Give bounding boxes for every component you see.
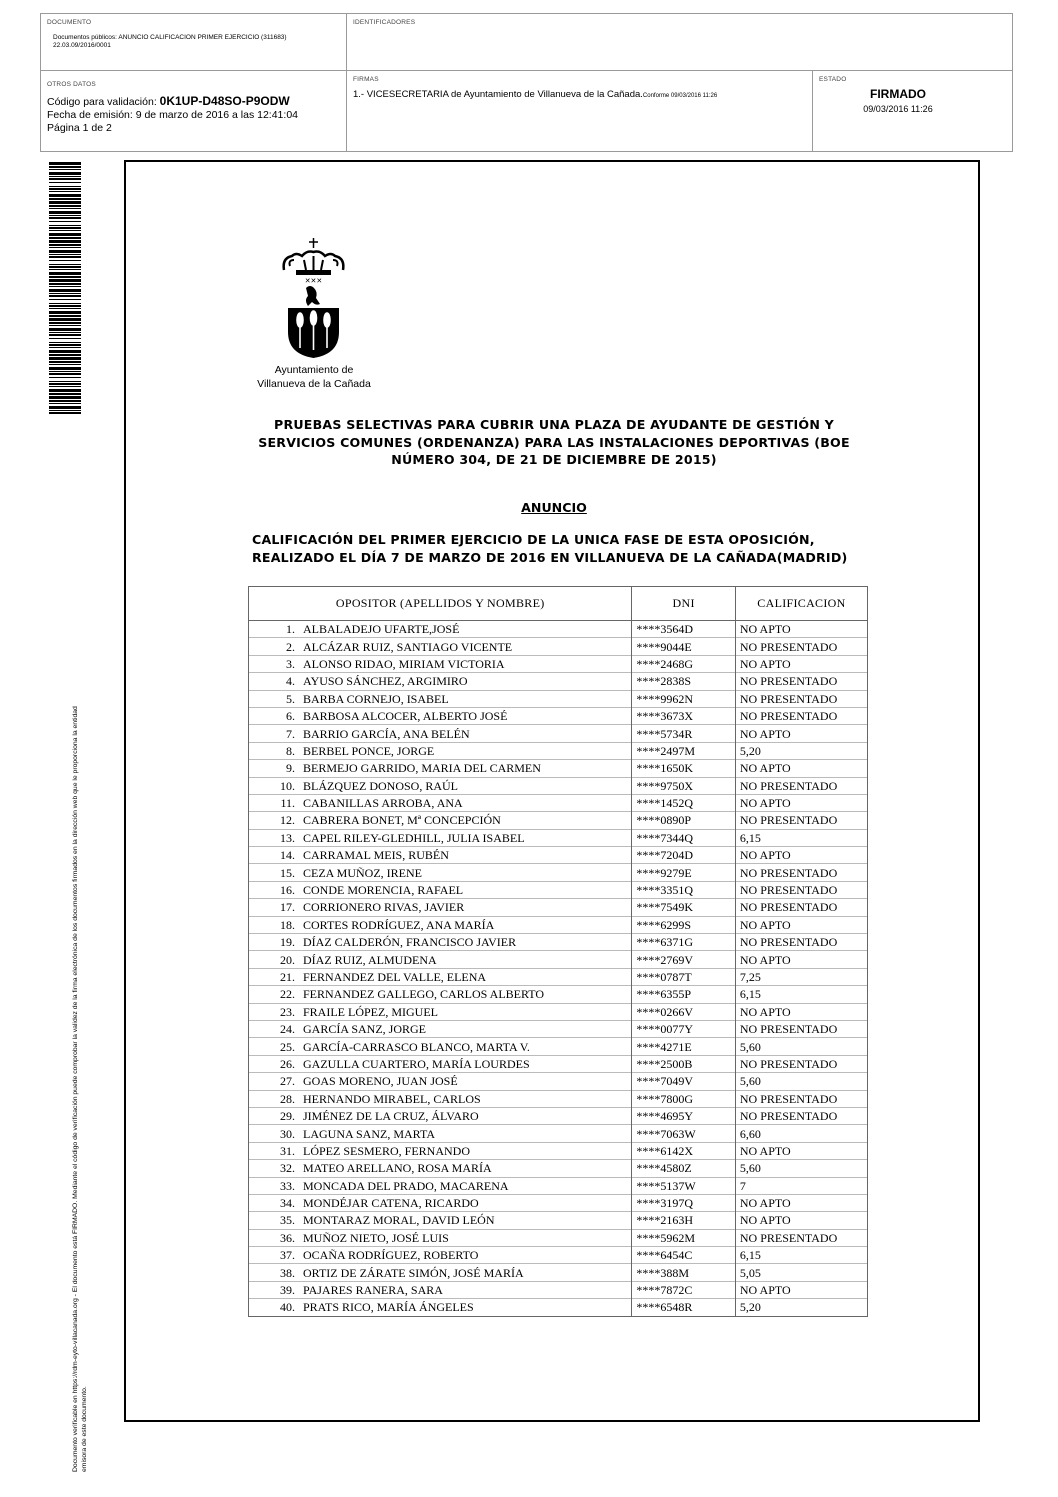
dni-cell: ****0890P xyxy=(632,812,735,829)
opositor-name: FRAILE LÓPEZ, MIGUEL xyxy=(303,1004,438,1019)
results-table xyxy=(248,586,868,1317)
row-number: 8. xyxy=(286,743,295,758)
row-number: 15. xyxy=(280,865,295,880)
opositor-cell xyxy=(249,777,632,794)
table-row xyxy=(249,968,868,985)
row-number: 38. xyxy=(280,1265,295,1280)
calificacion-cell: NO APTO xyxy=(735,794,867,811)
pagina: Página 1 de 2 xyxy=(47,122,112,134)
dni-cell: ****7204D xyxy=(632,847,735,864)
row-number: 25. xyxy=(280,1039,295,1054)
opositor-name: ORTIZ DE ZÁRATE SIMÓN, JOSÉ MARÍA xyxy=(303,1265,524,1280)
municipality-line1: Ayuntamiento de xyxy=(274,364,354,376)
opositor-name: ALBALADEJO UFARTE,JOSÉ xyxy=(303,622,460,637)
dni-cell: ****7549K xyxy=(632,899,735,916)
row-number: 36. xyxy=(280,1230,295,1245)
opositor-name: CORTES RODRÍGUEZ, ANA MARÍA xyxy=(303,917,495,932)
calificacion-cell: NO PRESENTADO xyxy=(735,638,867,655)
opositor-cell xyxy=(249,1194,632,1211)
calificacion-cell: 5,60 xyxy=(735,1160,867,1177)
table-body xyxy=(249,621,868,1317)
opositor-name: AYUSO SÁNCHEZ, ARGIMIRO xyxy=(303,674,468,689)
barcode-image xyxy=(49,162,81,415)
firmas-cell xyxy=(347,71,813,151)
calificacion-cell: NO APTO xyxy=(735,1142,867,1159)
dni-cell: ****3197Q xyxy=(632,1194,735,1211)
table-row xyxy=(249,621,868,638)
row-number: 18. xyxy=(280,917,295,932)
dni-cell: ****1650K xyxy=(632,760,735,777)
table-row xyxy=(249,794,868,811)
opositor-name: CORRIONERO RIVAS, JAVIER xyxy=(303,900,465,915)
calificacion-cell: NO PRESENTADO xyxy=(735,1090,867,1107)
row-number: 26. xyxy=(280,1056,295,1071)
row-number: 20. xyxy=(280,952,295,967)
dni-cell: ****6454C xyxy=(632,1247,735,1264)
table-row xyxy=(249,1003,868,1020)
opositor-cell xyxy=(249,760,632,777)
side-verification-text xyxy=(72,432,89,1472)
calificacion-cell: NO PRESENTADO xyxy=(735,812,867,829)
opositor-name: HERNANDO MIRABEL, CARLOS xyxy=(303,1091,481,1106)
opositor-cell xyxy=(249,951,632,968)
opositor-name: MONDÉJAR CATENA, RICARDO xyxy=(303,1196,479,1211)
anuncio-heading: ANUNCIO xyxy=(521,500,587,515)
table-row xyxy=(249,986,868,1003)
header-dni: DNI xyxy=(632,587,735,621)
row-number: 2. xyxy=(286,639,295,654)
opositor-name: GOAS MORENO, JUAN JOSÉ xyxy=(303,1074,458,1089)
opositor-name: BERBEL PONCE, JORGE xyxy=(303,743,435,758)
opositor-cell xyxy=(249,986,632,1003)
table-row xyxy=(249,899,868,916)
table-row xyxy=(249,1264,868,1281)
opositor-name: BLÁZQUEZ DONOSO, RAÚL xyxy=(303,778,458,793)
opositor-name: DÍAZ CALDERÓN, FRANCISCO JAVIER xyxy=(303,935,517,950)
calificacion-cell: NO APTO xyxy=(735,1194,867,1211)
table-row xyxy=(249,673,868,690)
svg-text:✕✕✕: ✕✕✕ xyxy=(304,277,323,285)
opositor-cell xyxy=(249,934,632,951)
table-row xyxy=(249,638,868,655)
row-number: 37. xyxy=(280,1248,295,1263)
firma-small: Conforme 09/03/2016 11:26 xyxy=(642,93,718,99)
table-header-row xyxy=(249,587,868,621)
calificacion-cell: NO APTO xyxy=(735,621,867,638)
opositor-cell xyxy=(249,1003,632,1020)
dni-cell: ****4271E xyxy=(632,1038,735,1055)
table-row xyxy=(249,934,868,951)
side-text-line2: emisora de este documento. xyxy=(80,1386,88,1472)
dni-cell: ****7872C xyxy=(632,1281,735,1298)
dni-cell: ****6371G xyxy=(632,934,735,951)
row-number: 22. xyxy=(280,987,295,1002)
identificadores-cell xyxy=(347,14,1012,71)
calificacion-cell: 5,20 xyxy=(735,742,867,759)
table-row xyxy=(249,1073,868,1090)
opositor-cell xyxy=(249,1038,632,1055)
opositor-cell xyxy=(249,1073,632,1090)
row-number: 10. xyxy=(280,778,295,793)
calificacion-cell: NO APTO xyxy=(735,725,867,742)
opositor-name: MONCADA DEL PRADO, MACARENA xyxy=(303,1178,509,1193)
row-number: 11. xyxy=(280,796,295,811)
signature-header xyxy=(40,13,1013,152)
calificacion-cell: NO PRESENTADO xyxy=(735,707,867,724)
row-number: 7. xyxy=(286,726,295,741)
dni-cell: ****3673X xyxy=(632,707,735,724)
calificacion-cell: 6,15 xyxy=(735,1247,867,1264)
row-number: 13. xyxy=(280,830,295,845)
opositor-cell xyxy=(249,1177,632,1194)
opositor-name: GAZULLA CUARTERO, MARÍA LOURDES xyxy=(303,1056,530,1071)
table-row xyxy=(249,1090,868,1107)
validation-code-line xyxy=(47,95,298,109)
row-number: 21. xyxy=(280,970,295,984)
validation-code: 0K1UP-D48SO-P9ODW xyxy=(159,94,290,108)
documento-cell xyxy=(41,14,347,71)
calificacion-cell: 7,25 xyxy=(735,968,867,985)
row-number: 27. xyxy=(280,1074,295,1089)
calificacion-cell: 6,15 xyxy=(735,829,867,846)
calificacion-cell: NO APTO xyxy=(735,951,867,968)
table-row xyxy=(249,1020,868,1037)
calificacion-cell: NO PRESENTADO xyxy=(735,864,867,881)
subtitle-line2: REALIZADO EL DÍA 7 DE MARZO DE 2016 EN VILLANUEVA DE LA CAÑADA(MADRID) xyxy=(252,549,848,565)
opositor-cell xyxy=(249,794,632,811)
dni-cell: ****6355P xyxy=(632,986,735,1003)
table-row xyxy=(249,1038,868,1055)
table-row xyxy=(249,881,868,898)
row-number: 1. xyxy=(286,622,295,637)
opositor-cell xyxy=(249,1125,632,1142)
opositor-cell xyxy=(249,673,632,690)
table-row xyxy=(249,847,868,864)
document-subtitle xyxy=(252,531,864,566)
opositor-name: DÍAZ RUIZ, ALMUDENA xyxy=(303,952,437,967)
row-number: 24. xyxy=(280,1022,295,1037)
opositor-name: GARCÍA SANZ, JORGE xyxy=(303,1022,427,1037)
opositor-name: CAPEL RILEY-GLEDHILL, JULIA ISABEL xyxy=(303,830,525,845)
opositor-cell xyxy=(249,690,632,707)
firmas-label: FIRMAS xyxy=(353,76,379,83)
opositor-name: CABANILLAS ARROBA, ANA xyxy=(303,796,463,811)
opositor-cell xyxy=(249,1281,632,1298)
dni-cell: ****3351Q xyxy=(632,881,735,898)
table-row xyxy=(249,777,868,794)
opositor-cell xyxy=(249,1264,632,1281)
opositor-cell xyxy=(249,638,632,655)
opositor-cell xyxy=(249,847,632,864)
calificacion-cell: NO APTO xyxy=(735,760,867,777)
table-row xyxy=(249,1212,868,1229)
table-row xyxy=(249,1194,868,1211)
table-row xyxy=(249,1125,868,1142)
opositor-cell xyxy=(249,1299,632,1316)
dni-cell: ****5137W xyxy=(632,1177,735,1194)
table-row xyxy=(249,690,868,707)
row-number: 12. xyxy=(280,813,295,828)
opositor-cell xyxy=(249,968,632,985)
row-number: 5. xyxy=(286,691,295,706)
row-number: 28. xyxy=(280,1091,295,1106)
dni-cell: ****388M xyxy=(632,1264,735,1281)
documento-label: DOCUMENTO xyxy=(47,19,92,26)
table-row xyxy=(249,1247,868,1264)
row-number: 39. xyxy=(280,1283,295,1298)
dni-cell: ****2838S xyxy=(632,673,735,690)
opositor-name: BARBOSA ALCOCER, ALBERTO JOSÉ xyxy=(303,709,508,724)
opositor-cell xyxy=(249,742,632,759)
subtitle-line1: CALIFICACIÓN DEL PRIMER EJERCICIO DE LA UNICA FASE DE ESTA OPOSICIÓN, xyxy=(252,532,815,547)
dni-cell: ****9044E xyxy=(632,638,735,655)
row-number: 32. xyxy=(280,1161,295,1176)
opositor-cell xyxy=(249,829,632,846)
calificacion-cell: NO PRESENTADO xyxy=(735,1229,867,1246)
calificacion-cell: NO APTO xyxy=(735,1003,867,1020)
table-row xyxy=(249,812,868,829)
row-number: 17. xyxy=(280,900,295,915)
opositor-name: MONTARAZ MORAL, DAVID LEÓN xyxy=(303,1213,495,1228)
table-row xyxy=(249,655,868,672)
municipality-name xyxy=(248,363,380,391)
opositor-name: BARRIO GARCÍA, ANA BELÉN xyxy=(303,726,470,741)
dni-cell: ****9750X xyxy=(632,777,735,794)
opositor-name: PRATS RICO, MARÍA ÁNGELES xyxy=(303,1300,474,1315)
otros-datos-cell xyxy=(41,71,347,151)
codigo-label: Código para validación: xyxy=(47,96,157,108)
calificacion-cell: NO PRESENTADO xyxy=(735,1055,867,1072)
identificadores-label: IDENTIFICADORES xyxy=(353,19,416,26)
calificacion-cell: NO PRESENTADO xyxy=(735,881,867,898)
table-row xyxy=(249,1299,868,1316)
opositor-cell xyxy=(249,1055,632,1072)
table-row xyxy=(249,1229,868,1246)
opositor-cell xyxy=(249,881,632,898)
dni-cell: ****2497M xyxy=(632,742,735,759)
opositor-name: GARCÍA-CARRASCO BLANCO, MARTA V. xyxy=(303,1039,530,1054)
calificacion-cell: NO PRESENTADO xyxy=(735,899,867,916)
opositor-cell xyxy=(249,1247,632,1264)
row-number: 40. xyxy=(280,1300,295,1315)
table-row xyxy=(249,760,868,777)
row-number: 19. xyxy=(280,935,295,950)
dni-cell: ****0787T xyxy=(632,968,735,985)
dni-cell: ****7800G xyxy=(632,1090,735,1107)
opositor-name: PAJARES RANERA, SARA xyxy=(303,1283,443,1298)
calificacion-cell: NO PRESENTADO xyxy=(735,673,867,690)
row-number: 31. xyxy=(280,1143,295,1158)
opositor-cell xyxy=(249,1160,632,1177)
dni-cell: ****3564D xyxy=(632,621,735,638)
opositor-name: CEZA MUÑOZ, IRENE xyxy=(303,865,422,880)
otros-datos-label: OTROS DATOS xyxy=(47,81,96,88)
opositor-cell xyxy=(249,864,632,881)
opositor-name: LÓPEZ SESMERO, FERNANDO xyxy=(303,1143,471,1158)
dni-cell: ****6548R xyxy=(632,1299,735,1316)
calificacion-cell: 5,20 xyxy=(735,1299,867,1316)
opositor-cell xyxy=(249,812,632,829)
opositor-name: MATEO ARELLANO, ROSA MARÍA xyxy=(303,1161,492,1176)
dni-cell: ****0266V xyxy=(632,1003,735,1020)
table-row xyxy=(249,1055,868,1072)
documento-line2: 22.03.09/2016/0001 xyxy=(53,42,111,49)
dni-cell: ****4695Y xyxy=(632,1107,735,1124)
table-row xyxy=(249,1107,868,1124)
opositor-cell xyxy=(249,899,632,916)
estado-date: 09/03/2016 11:26 xyxy=(863,104,933,114)
table-row xyxy=(249,707,868,724)
table-row xyxy=(249,1160,868,1177)
calificacion-cell: NO APTO xyxy=(735,1281,867,1298)
firma-main: 1.- VICESECRETARIA de Ayuntamiento de Villanueva de la Cañada. xyxy=(353,89,643,100)
dni-cell: ****1452Q xyxy=(632,794,735,811)
header-calificacion: CALIFICACION xyxy=(735,587,867,621)
opositor-cell xyxy=(249,707,632,724)
calificacion-cell: 5,60 xyxy=(735,1038,867,1055)
dni-cell: ****2468G xyxy=(632,655,735,672)
calificacion-cell: NO APTO xyxy=(735,847,867,864)
validation-block xyxy=(47,95,298,135)
row-number: 14. xyxy=(280,848,295,863)
calificacion-cell: 5,60 xyxy=(735,1073,867,1090)
dni-cell: ****6142X xyxy=(632,1142,735,1159)
calificacion-cell: NO PRESENTADO xyxy=(735,777,867,794)
dni-cell: ****0077Y xyxy=(632,1020,735,1037)
calificacion-cell: 6,15 xyxy=(735,986,867,1003)
table-row xyxy=(249,725,868,742)
row-number: 35. xyxy=(280,1213,295,1228)
estado-value: FIRMADO xyxy=(870,87,926,101)
dni-cell: ****4580Z xyxy=(632,1160,735,1177)
row-number: 16. xyxy=(280,883,295,898)
row-number: 9. xyxy=(286,761,295,776)
calificacion-cell: 6,60 xyxy=(735,1125,867,1142)
row-number: 23. xyxy=(280,1004,295,1019)
table-row xyxy=(249,829,868,846)
opositor-name: OCAÑA RODRÍGUEZ, ROBERTO xyxy=(303,1248,479,1263)
side-text-line1: Documento verificable en https://rdm-eyto-villacanada.org - El documento está FIRMADO. Mediante el código de verificación puede comprobar la validez de la firma electrónica de los documentos firmados en la dirección web que le proporciona la entidad xyxy=(72,706,79,1472)
row-number: 34. xyxy=(280,1196,295,1211)
calificacion-cell: NO PRESENTADO xyxy=(735,934,867,951)
calificacion-cell: 7 xyxy=(735,1177,867,1194)
opositor-name: MUÑOZ NIETO, JOSÉ LUIS xyxy=(303,1230,449,1245)
opositor-name: ALONSO RIDAO, MIRIAM VICTORIA xyxy=(303,656,505,671)
row-number: 6. xyxy=(286,709,295,724)
table-row xyxy=(249,916,868,933)
dni-cell: ****7063W xyxy=(632,1125,735,1142)
calificacion-cell: NO PRESENTADO xyxy=(735,1107,867,1124)
calificacion-cell: 5,05 xyxy=(735,1264,867,1281)
opositor-cell xyxy=(249,1229,632,1246)
dni-cell: ****5962M xyxy=(632,1229,735,1246)
table-row xyxy=(249,1142,868,1159)
opositor-cell xyxy=(249,1020,632,1037)
opositor-name: CARRAMAL MEIS, RUBÉN xyxy=(303,848,449,863)
row-number: 33. xyxy=(280,1178,295,1193)
row-number: 30. xyxy=(280,1126,295,1141)
table-row xyxy=(249,951,868,968)
opositor-name: FERNANDEZ DEL VALLE, ELENA xyxy=(303,970,487,984)
row-number: 29. xyxy=(280,1109,295,1124)
fecha-emision: Fecha de emisión: 9 de marzo de 2016 a las 12:41:04 xyxy=(47,109,298,121)
table-row xyxy=(249,742,868,759)
opositor-name: CABRERA BONET, Mª CONCEPCIÓN xyxy=(303,813,501,828)
dni-cell: ****9962N xyxy=(632,690,735,707)
row-number: 3. xyxy=(286,656,295,671)
opositor-cell xyxy=(249,1212,632,1229)
opositor-cell xyxy=(249,1107,632,1124)
dni-cell: ****2769V xyxy=(632,951,735,968)
dni-cell: ****9279E xyxy=(632,864,735,881)
table-row xyxy=(249,1281,868,1298)
opositor-name: CONDE MORENCIA, RAFAEL xyxy=(303,883,464,898)
coat-of-arms-logo xyxy=(276,236,351,361)
estado-label: ESTADO xyxy=(819,76,847,83)
opositor-name: JIMÉNEZ DE LA CRUZ, ÁLVARO xyxy=(303,1109,479,1124)
calificacion-cell: NO APTO xyxy=(735,655,867,672)
dni-cell: ****7344Q xyxy=(632,829,735,846)
dni-cell: ****7049V xyxy=(632,1073,735,1090)
opositor-cell xyxy=(249,621,632,638)
row-number: 4. xyxy=(286,674,295,689)
table-row xyxy=(249,1177,868,1194)
opositor-name: BERMEJO GARRIDO, MARIA DEL CARMEN xyxy=(303,761,541,776)
opositor-name: FERNANDEZ GALLEGO, CARLOS ALBERTO xyxy=(303,987,545,1002)
opositor-name: LAGUNA SANZ, MARTA xyxy=(303,1126,435,1141)
opositor-cell xyxy=(249,1090,632,1107)
dni-cell: ****6299S xyxy=(632,916,735,933)
header-opositor: OPOSITOR (APELLIDOS Y NOMBRE) xyxy=(249,587,632,621)
opositor-name: ALCÁZAR RUIZ, SANTIAGO VICENTE xyxy=(303,639,513,654)
calificacion-cell: NO PRESENTADO xyxy=(735,1020,867,1037)
municipality-line2: Villanueva de la Cañada xyxy=(257,378,371,390)
table-row xyxy=(249,864,868,881)
firma-line xyxy=(353,89,717,100)
calificacion-cell: NO APTO xyxy=(735,1212,867,1229)
opositor-cell xyxy=(249,725,632,742)
opositor-name: BARBA CORNEJO, ISABEL xyxy=(303,691,449,706)
document-title: PRUEBAS SELECTIVAS PARA CUBRIR UNA PLAZA DE AYUDANTE DE GESTIÓN Y SERVICIOS COMUNES (ORDENANZA) PARA LAS INSTALACIONES DEPORTIVAS (BOE NÚMERO 304, DE 21 DE DICIEMBRE DE 2015) xyxy=(258,417,850,467)
calificacion-cell: NO PRESENTADO xyxy=(735,690,867,707)
documento-line1: Documentos públicos: ANUNCIO CALIFICACION PRIMER EJERCICIO (311683) xyxy=(53,34,287,41)
dni-cell: ****2500B xyxy=(632,1055,735,1072)
dni-cell: ****2163H xyxy=(632,1212,735,1229)
calificacion-cell: NO APTO xyxy=(735,916,867,933)
opositor-cell xyxy=(249,916,632,933)
opositor-cell xyxy=(249,1142,632,1159)
opositor-cell xyxy=(249,655,632,672)
dni-cell: ****5734R xyxy=(632,725,735,742)
